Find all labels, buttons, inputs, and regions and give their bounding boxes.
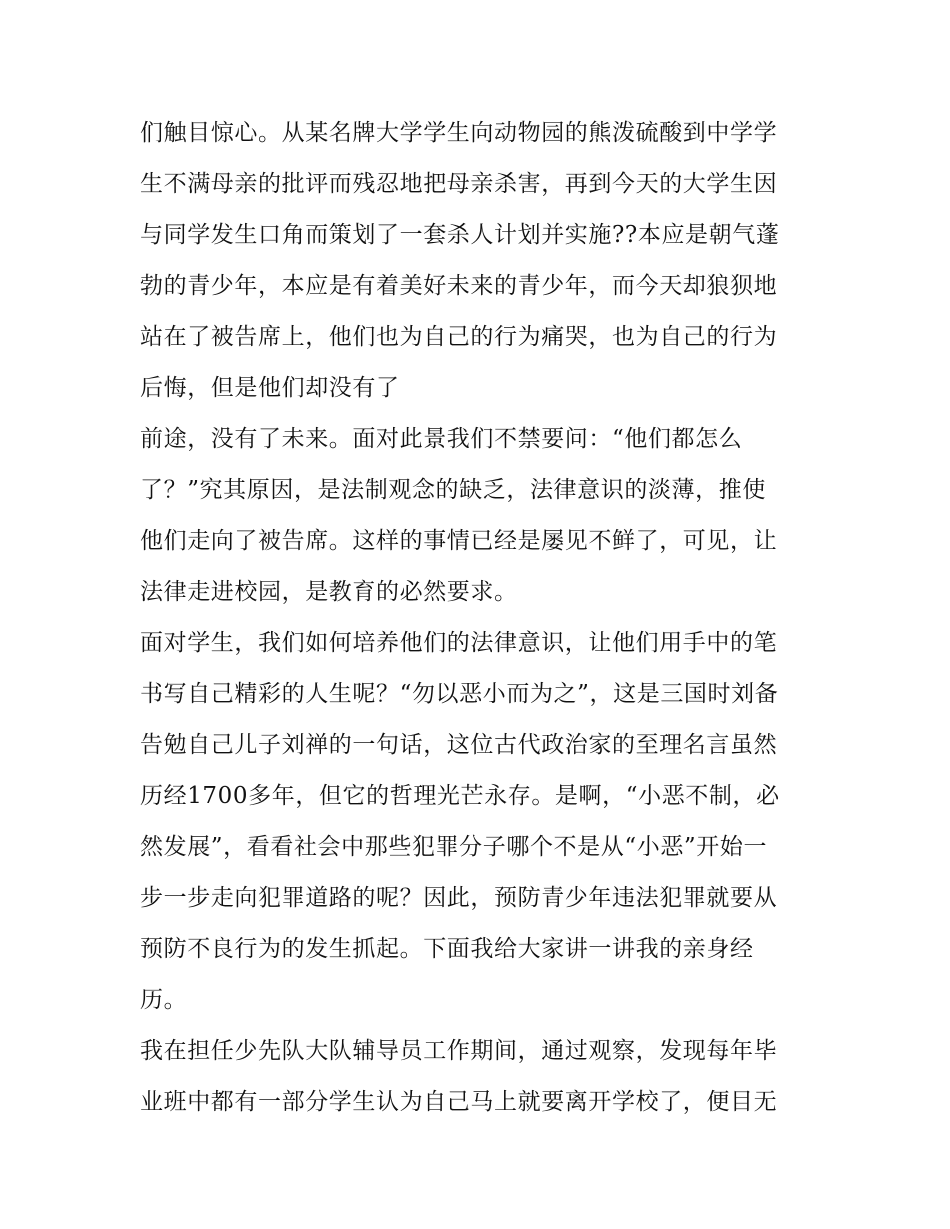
text-line: 我在担任少先队大队辅导员工作期间，通过观察，发现每年毕 xyxy=(140,1038,778,1064)
text-line: 历。 xyxy=(140,987,188,1013)
text-line: 业班中都有一部分学生认为自己马上就要离开学校了，便目无 xyxy=(140,1089,778,1115)
text-line: 他们走向了被告席。这样的事情已经是屡见不鲜了，可见，让 xyxy=(140,528,778,554)
text-line: 然发展”，看看社会中那些犯罪分子哪个不是从“小恶”开始一 xyxy=(140,834,768,860)
text-line: 书写自己精彩的人生呢？“勿以恶小而为之”，这是三国时刘备 xyxy=(140,681,779,707)
text-line: 法律走进校园，是教育的必然要求。 xyxy=(140,579,518,605)
text-line: 们触目惊心。从某名牌大学学生向动物园的熊泼硫酸到中学学 xyxy=(140,120,778,146)
text-line: 前途，没有了未来。面对此景我们不禁要问：“他们都怎么 xyxy=(140,426,743,452)
text-line: 与同学发生口角而策划了一套杀人计划并实施??本应是朝气蓬 xyxy=(140,222,780,248)
text-line: 预防不良行为的发生抓起。下面我给大家讲一讲我的亲身经 xyxy=(140,936,754,962)
text-line: 生不满母亲的批评而残忍地把母亲杀害，再到今天的大学生因 xyxy=(140,171,778,197)
text-line: 后悔，但是他们却没有了 xyxy=(140,375,400,401)
text-line: 站在了被告席上，他们也为自己的行为痛哭，也为自己的行为 xyxy=(140,324,778,350)
text-line: 告勉自己儿子刘禅的一句话，这位古代政治家的至理名言虽然 xyxy=(140,732,778,758)
text-line: 了？”究其原因，是法制观念的缺乏，法律意识的淡薄，推使 xyxy=(140,477,766,503)
text-line: 历经1700多年，但它的哲理光芒永存。是啊，“小恶不制，必 xyxy=(140,783,780,809)
text-line: 勃的青少年，本应是有着美好未来的青少年，而今天却狼狈地 xyxy=(140,273,778,299)
text-line: 步一步走向犯罪道路的呢？因此，预防青少年违法犯罪就要从 xyxy=(140,885,778,911)
text-line: 面对学生，我们如何培养他们的法律意识，让他们用手中的笔 xyxy=(140,630,778,656)
body-text xyxy=(140,108,820,1128)
